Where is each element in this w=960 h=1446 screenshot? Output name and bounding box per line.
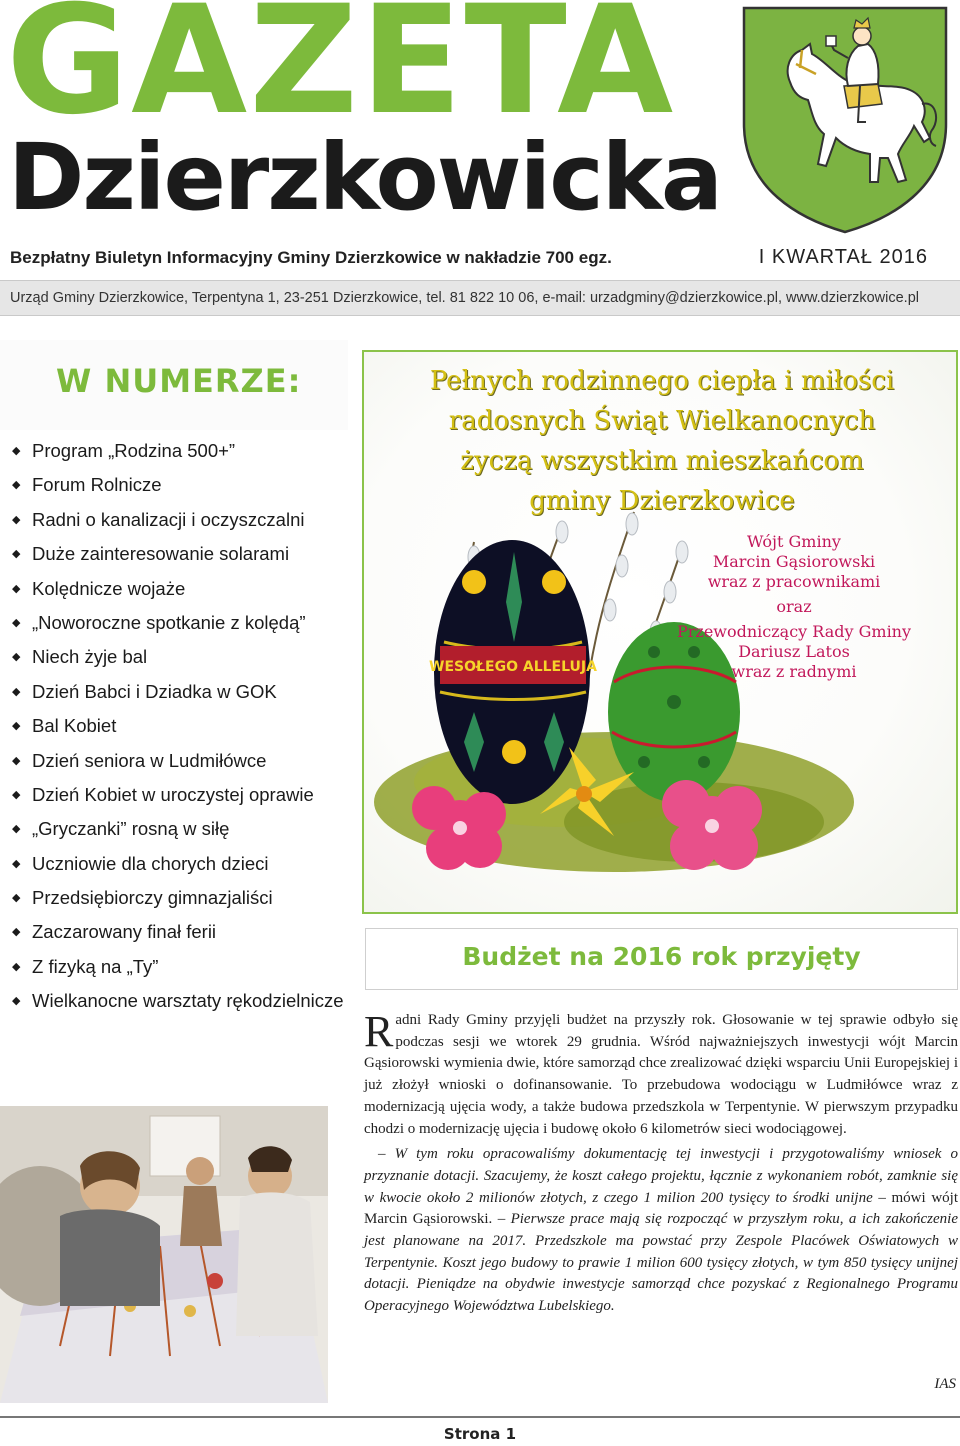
bullet-icon: ◆ — [12, 685, 21, 698]
bullet-icon: ◆ — [12, 616, 21, 629]
article-dropcap: R — [364, 1007, 394, 1056]
easter-signature-line: wraz z radnymi — [731, 662, 857, 681]
bullet-icon: ◆ — [12, 548, 21, 561]
toc-item: ◆ „Noworoczne spotkanie z kolędą” — [12, 611, 306, 633]
toc-heading: W NUMERZE: — [56, 362, 302, 400]
bullet-icon: ◆ — [12, 582, 21, 595]
toc-item: ◆ Wielkanocne warsztaty rękodzielnicze — [12, 990, 344, 1012]
toc-item: ◆ Zaczarowany finał ferii — [12, 921, 217, 943]
bullet-icon: ◆ — [12, 479, 21, 492]
toc-item: ◆ Uczniowie dla chorych dzieci — [12, 852, 269, 874]
toc-item: ◆ Dzień Babci i Dziadka w GOK — [12, 680, 277, 702]
toc-item: ◆ Forum Rolnicze — [12, 474, 162, 496]
masthead-subtitle-name: Dzierzkowicka — [8, 124, 722, 231]
article-quote-paragraph: – W tym roku opracowaliśmy dokumentację tej inwestycji i przygotowaliśmy wniosek o przyznanie dotacji. Szacujemy, że koszt całego projektu, łącznie z wykonaniem robót, zamknie się w kwocie około 2 milionów złotych, z czego 1 milion 200 tysięcy to środki unijne – mówi wójt Marcin Gąsiorowski. – Pierwsze prace mają się rozpocząć w przyszłym roku, a ich zakończenie jest planowane na 2017. Przedszkole ma powstać przy Zespole Placówek Oświatowych w Terpentynie. Koszt jego budowy to prawie 1 milion 600 tysięcy złotych, w tym 850 tysięcy unijnej dotacji. Pieniądze na obydwie inwestycje samorząd chce pozyskać z Regionalnego Programu Operacyjnego Województwa Lubelskiego. — [364, 1146, 958, 1315]
easter-signature-line: Przewodniczący Rady Gminy — [676, 622, 912, 641]
article-signature: IAS — [934, 1376, 956, 1392]
toc-item: ◆ Dzień seniora w Ludmiłówce — [12, 749, 267, 771]
masthead-title: GAZETA — [6, 0, 676, 148]
toc-item: ◆ „Gryczanki” rosną w siłę — [12, 818, 230, 840]
address-bar — [0, 280, 960, 316]
issue-label: I KWARTAŁ 2016 — [758, 246, 928, 268]
bullet-icon: ◆ — [12, 788, 21, 801]
egg-label: WESOŁEGO ALLELUJA — [429, 659, 597, 675]
address-text: Urząd Gminy Dzierzkowice, Terpentyna 1, 23-251 Dzierzkowice, tel. 81 822 10 06, e-mail: urzadgminy@dzierzkowice.pl, www.dzierzkowice.pl — [10, 290, 919, 306]
easter-signature-line: Wójt Gminy — [747, 532, 841, 551]
bullet-icon: ◆ — [12, 892, 21, 905]
bullet-icon: ◆ — [12, 445, 21, 457]
article-title: Budżet na 2016 rok przyjęty — [462, 942, 861, 971]
toc-item: ◆ Program „Rodzina 500+” — [12, 440, 236, 461]
bullet-icon: ◆ — [12, 960, 21, 973]
toc-item: ◆ Duże zainteresowanie solarami — [12, 543, 290, 565]
article-body — [364, 1007, 958, 1318]
bullet-icon: ◆ — [12, 995, 21, 1008]
toc-item: ◆ Z fizyką na „Ty” — [12, 955, 159, 977]
toc-item: ◆ Niech żyje bal — [12, 646, 148, 668]
toc-item: ◆ Radni o kanalizacji i oczyszczalni — [12, 508, 305, 530]
easter-signature-line: Marcin Gąsiorowski — [712, 552, 876, 571]
bullet-icon: ◆ — [12, 720, 21, 733]
easter-signature-line: oraz — [776, 597, 812, 616]
bullet-icon: ◆ — [12, 926, 21, 939]
bullet-icon: ◆ — [12, 513, 21, 526]
easter-wish-line: Pełnych rodzinnego ciepła i miłości — [429, 366, 895, 396]
toc-list — [12, 440, 348, 1025]
easter-greeting-card — [362, 350, 958, 914]
easter-signature-line: Dariusz Latos — [738, 642, 850, 661]
coat-of-arms-icon — [740, 4, 950, 236]
bullet-icon: ◆ — [12, 651, 21, 664]
page-number: Strona 1 — [443, 1425, 517, 1443]
footer-divider — [0, 1416, 960, 1418]
toc-item: ◆ Dzień Kobiet w uroczystej oprawie — [12, 783, 314, 805]
bullet-icon: ◆ — [12, 754, 21, 767]
toc-item: ◆ Bal Kobiet — [12, 715, 117, 737]
bullet-icon: ◆ — [12, 823, 21, 836]
toc-item: ◆ Kolędnicze wojaże — [12, 577, 186, 599]
easter-wish-line: radosnych Świąt Wielkanocnych — [448, 406, 876, 436]
toc-item: ◆ Przedsiębiorczy gimnazjaliści — [12, 887, 273, 909]
article-lead-paragraph: Radni Rady Gminy przyjęli budżet na przyszły rok. Głosowanie w tej sprawie odbyło się podczas sesji we wtorek 29 grudnia. Wśród najważniejszych inwestycji wójt Marcin Gąsiorowski wymienia dwie, które samorząd chce zrealizować dzięki wsparciu Unii Europejskiej i już złożył wnioski o dofinansowanie. To przebudowa wodociągu w Ludmiłówce wraz z modernizacją ujęcia wody, a także budowa przedszkola w Terpentynie. W pierwszym przypadku chodzi o modernizację ujęcia i budowę około 6 kilometrów sieci wodociągowej. — [364, 1007, 958, 1137]
workshop-photo-image — [0, 1106, 328, 1403]
easter-wish-line: życzą wszystkim mieszkańcom — [460, 446, 864, 476]
masthead-tagline: Bezpłatny Biuletyn Informacyjny Gminy Dzierzkowice w nakładzie 700 egz. — [10, 248, 612, 267]
easter-wish-line: gminy Dzierzkowice — [529, 486, 795, 516]
bullet-icon: ◆ — [12, 857, 21, 870]
easter-signature-line: wraz z pracownikami — [707, 572, 881, 591]
workshop-photo — [0, 1106, 328, 1403]
